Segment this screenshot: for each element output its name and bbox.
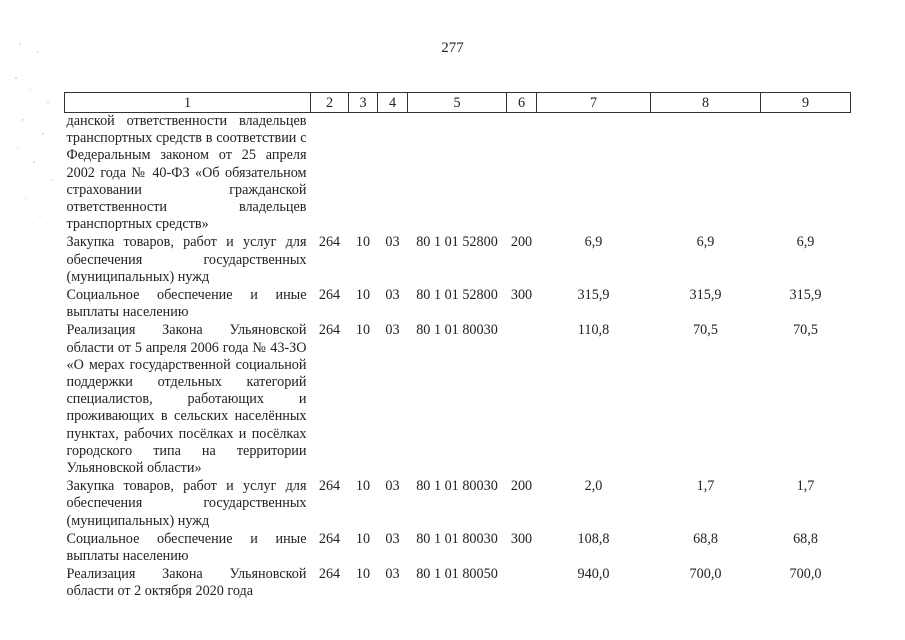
cell-amount-2: 70,5 xyxy=(693,322,718,339)
cell-target-article: 80 1 01 80030 xyxy=(416,322,498,339)
cell-amount-2: 315,9 xyxy=(689,287,722,304)
table-row xyxy=(65,113,851,235)
header-col-2: 2 xyxy=(311,93,349,113)
cell-amount-3: 70,5 xyxy=(793,322,818,339)
table-row xyxy=(65,566,851,601)
cell-expense-type xyxy=(507,566,537,601)
cell-subsection xyxy=(378,113,408,235)
cell-ministry-code xyxy=(311,113,349,235)
cell-target-article: 80 1 01 80050 xyxy=(416,566,498,583)
budget-table xyxy=(64,92,851,602)
cell-amount-1: 940,0 xyxy=(577,566,610,583)
page-number: 277 xyxy=(441,40,464,56)
cell-ministry-code: 264 xyxy=(318,287,341,304)
cell-amount-2: 700,0 xyxy=(689,566,722,583)
cell-amount-1: 6,9 xyxy=(584,234,603,251)
row-name: Закупка товаров, работ и услуг для обеспечения государственных (муниципальных) нужд xyxy=(66,234,307,285)
cell-amount-1: 315,9 xyxy=(577,287,610,304)
cell-section: 10 xyxy=(355,234,371,251)
header-col-1: 1 xyxy=(65,93,311,113)
cell-section xyxy=(349,113,378,235)
cell-amount-1: 110,8 xyxy=(577,322,610,339)
table-row xyxy=(65,234,851,287)
cell-expense-type: 200 xyxy=(510,234,533,251)
cell-section: 10 xyxy=(355,530,371,547)
cell-section: 10 xyxy=(355,566,371,583)
row-name: данской ответственности владельцев транспортных средств в соответствии с Федеральным законом от 25 апреля 2002 года № 40-ФЗ «Об обязательном страховании гражданской ответственности владельцев транспортных средств» xyxy=(66,113,307,233)
cell-target-article xyxy=(408,113,507,235)
cell-ministry-code: 264 xyxy=(318,566,341,583)
cell-subsection: 03 xyxy=(385,566,400,583)
row-name: Социальное обеспечение и иные выплаты населению xyxy=(66,287,307,321)
cell-subsection: 03 xyxy=(385,530,400,547)
cell-amount-1: 108,8 xyxy=(577,530,610,547)
cell-target-article: 80 1 01 52800 xyxy=(416,287,498,304)
cell-ministry-code: 264 xyxy=(318,322,341,339)
cell-subsection: 03 xyxy=(385,322,400,339)
header-col-8: 8 xyxy=(651,93,761,113)
cell-section: 10 xyxy=(355,287,371,304)
cell-target-article: 80 1 01 80030 xyxy=(416,478,498,495)
header-col-5: 5 xyxy=(408,93,507,113)
cell-amount-2 xyxy=(651,113,761,235)
cell-target-article: 80 1 01 80030 xyxy=(416,530,498,547)
row-name: Реализация Закона Ульяновской области от 5 апреля 2006 года № 43-ЗО «О мерах государственной социальной поддержки отдельных категорий специалистов, работающих и проживающих в сельских населённых пунктах, рабочих посёлках и посёлках городского типа на территории Ульяновской области» xyxy=(66,322,307,477)
cell-amount-1 xyxy=(537,113,651,235)
cell-subsection: 03 xyxy=(385,287,400,304)
header-col-9: 9 xyxy=(761,93,851,113)
cell-ministry-code: 264 xyxy=(318,530,341,547)
cell-target-article: 80 1 01 52800 xyxy=(416,234,498,251)
header-col-6: 6 xyxy=(507,93,537,113)
row-name: Социальное обеспечение и иные выплаты населению xyxy=(66,530,307,565)
header-col-7: 7 xyxy=(537,93,651,113)
header-col-3: 3 xyxy=(349,93,378,113)
table-row xyxy=(65,478,851,531)
cell-amount-2: 1,7 xyxy=(696,478,715,495)
table-row xyxy=(65,322,851,478)
row-name: Закупка товаров, работ и услуг для обеспечения государственных (муниципальных) нужд xyxy=(66,478,307,529)
cell-section: 10 xyxy=(355,322,371,339)
cell-amount-3: 68,8 xyxy=(793,530,818,547)
cell-amount-3: 1,7 xyxy=(796,478,815,495)
cell-expense-type xyxy=(507,322,537,478)
row-name: Реализация Закона Ульяновской области от 2 октября 2020 года xyxy=(66,566,307,600)
header-col-4: 4 xyxy=(378,93,408,113)
cell-amount-1: 2,0 xyxy=(584,478,603,495)
cell-amount-3: 700,0 xyxy=(789,566,822,583)
cell-subsection: 03 xyxy=(385,234,400,251)
cell-expense-type: 300 xyxy=(510,287,533,304)
cell-expense-type: 200 xyxy=(510,478,533,495)
cell-ministry-code: 264 xyxy=(318,478,341,495)
cell-amount-2: 68,8 xyxy=(693,530,718,547)
cell-amount-3: 315,9 xyxy=(789,287,822,304)
cell-ministry-code: 264 xyxy=(318,234,341,251)
cell-section: 10 xyxy=(355,478,371,495)
table-row xyxy=(65,531,851,566)
cell-amount-3: 6,9 xyxy=(796,234,815,251)
cell-expense-type xyxy=(507,113,537,235)
scan-noise-marks xyxy=(8,30,58,240)
cell-expense-type: 300 xyxy=(510,530,533,547)
table-header-row xyxy=(65,93,851,113)
cell-amount-3 xyxy=(761,113,851,235)
cell-amount-2: 6,9 xyxy=(696,234,715,251)
cell-subsection: 03 xyxy=(385,478,400,495)
table-row xyxy=(65,287,851,322)
